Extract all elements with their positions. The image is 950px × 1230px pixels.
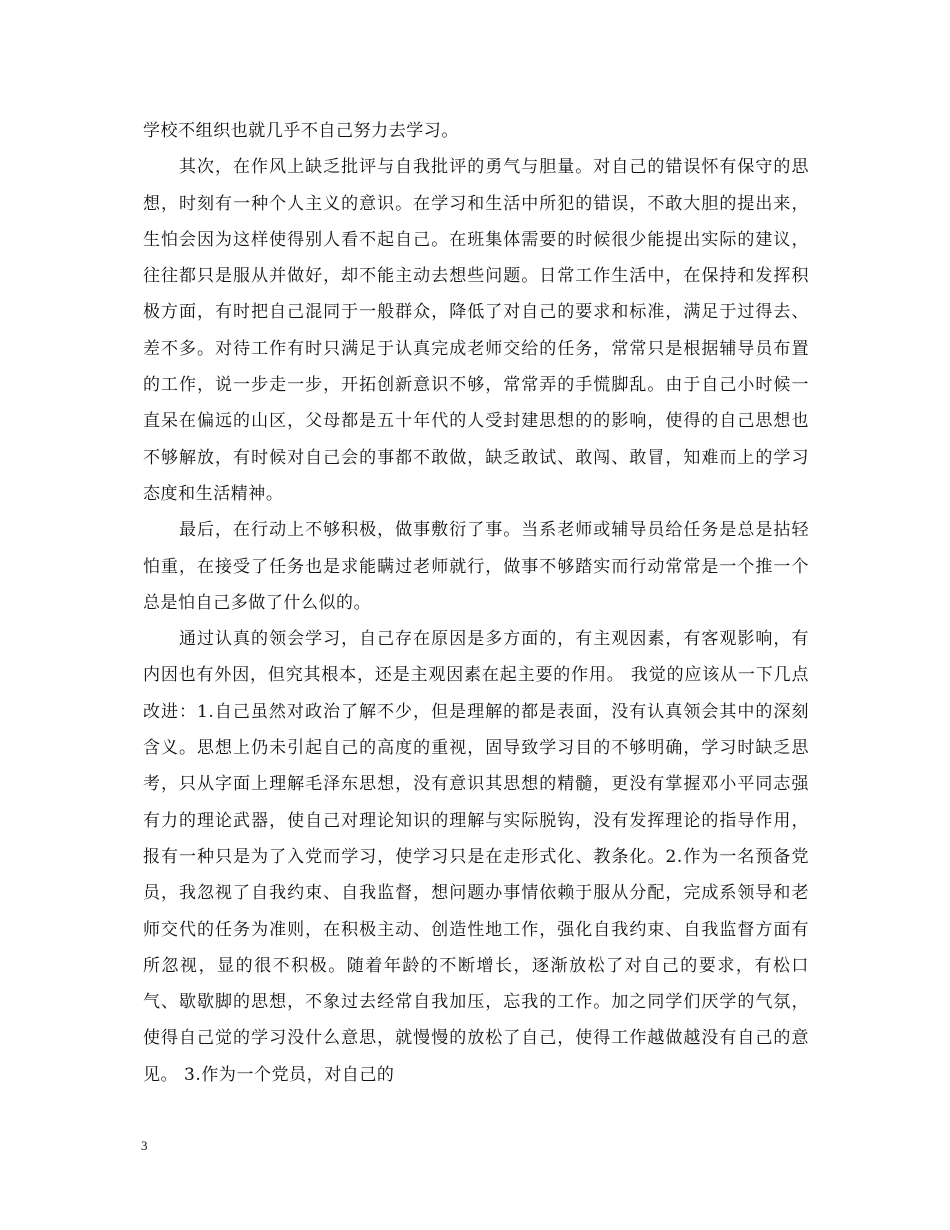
- paragraph-4: 通过认真的领会学习，自己存在原因是多方面的，有主观因素，有客观影响，有内因也有外因，但究其根本，还是主观因素在起主要的作用。 我觉的应该从一下几点改进：1.自己虽然对政治了解不少，但是理解的都是表面，没有认真领会其中的深刻含义。思想上仍未引起自己的高度的重视，固导致学习目的不够明确，学习时缺乏思考，只从字面上理解毛泽东思想，没有意识其思想的精髓，更没有掌握邓小平同志强有力的理论武器，使自己对理论知识的理解与实际脱钩，没有发挥理论的指导作用，报有一种只是为了入党而学习，使学习只是在走形式化、教条化。2.作为一名预备党员，我忽视了自我约束、自我监督，想问题办事情依赖于服从分配，完成系领导和老师交代的任务为准则，在积极主动、创造性地工作，强化自我约束、自我监督方面有所忽视，显的很不积极。随着年龄的不断增长，逐渐放松了对自己的要求，有松口气、歇歇脚的思想，不象过去经常自我加压，忘我的工作。加之同学们厌学的气氛，使得自己觉的学习没什么意思，就慢慢的放松了自己，使得工作越做越没有自己的意见。 3.作为一个党员，对自己的: [143, 629, 809, 1085]
- paragraph-3: 最后，在行动上不够积极，做事敷衍了事。当系老师或辅导员给任务是总是拈轻怕重，在接受了任务也是求能瞒过老师就行，做事不够踏实而行动常常是一个推一个总是怕自己多做了什么似的。: [143, 520, 809, 613]
- paragraph-1: 学校不组织也就几乎不自己努力去学习。: [143, 121, 459, 141]
- page-number: 3: [141, 1138, 148, 1153]
- document-body: [143, 113, 809, 1093]
- paragraph-2: 其次，在作风上缺乏批评与自我批评的勇气与胆量。对自己的错误怀有保守的思想，时刻有一种个人主义的意识。在学习和生活中所犯的错误，不敢大胆的提出来，生怕会因为这样使得别人看不起自己。在班集体需要的时候很少能提出实际的建议，往往都只是服从并做好，却不能主动去想些问题。日常工作生活中，在保持和发挥积极方面，有时把自己混同于一般群众，降低了对自己的要求和标准，满足于过得去、差不多。对待工作有时只满足于认真完成老师交给的任务，常常只是根据辅导员布置的工作，说一步走一步，开拓创新意识不够，常常弄的手慌脚乱。由于自己小时候一直呆在偏远的山区，父母都是五十年代的人受封建思想的的影响，使得的自己思想也不够解放，有时候对自己会的事都不敢做，缺乏敢试、敢闯、敢冒，知难而上的学习态度和生活精神。: [143, 157, 809, 504]
